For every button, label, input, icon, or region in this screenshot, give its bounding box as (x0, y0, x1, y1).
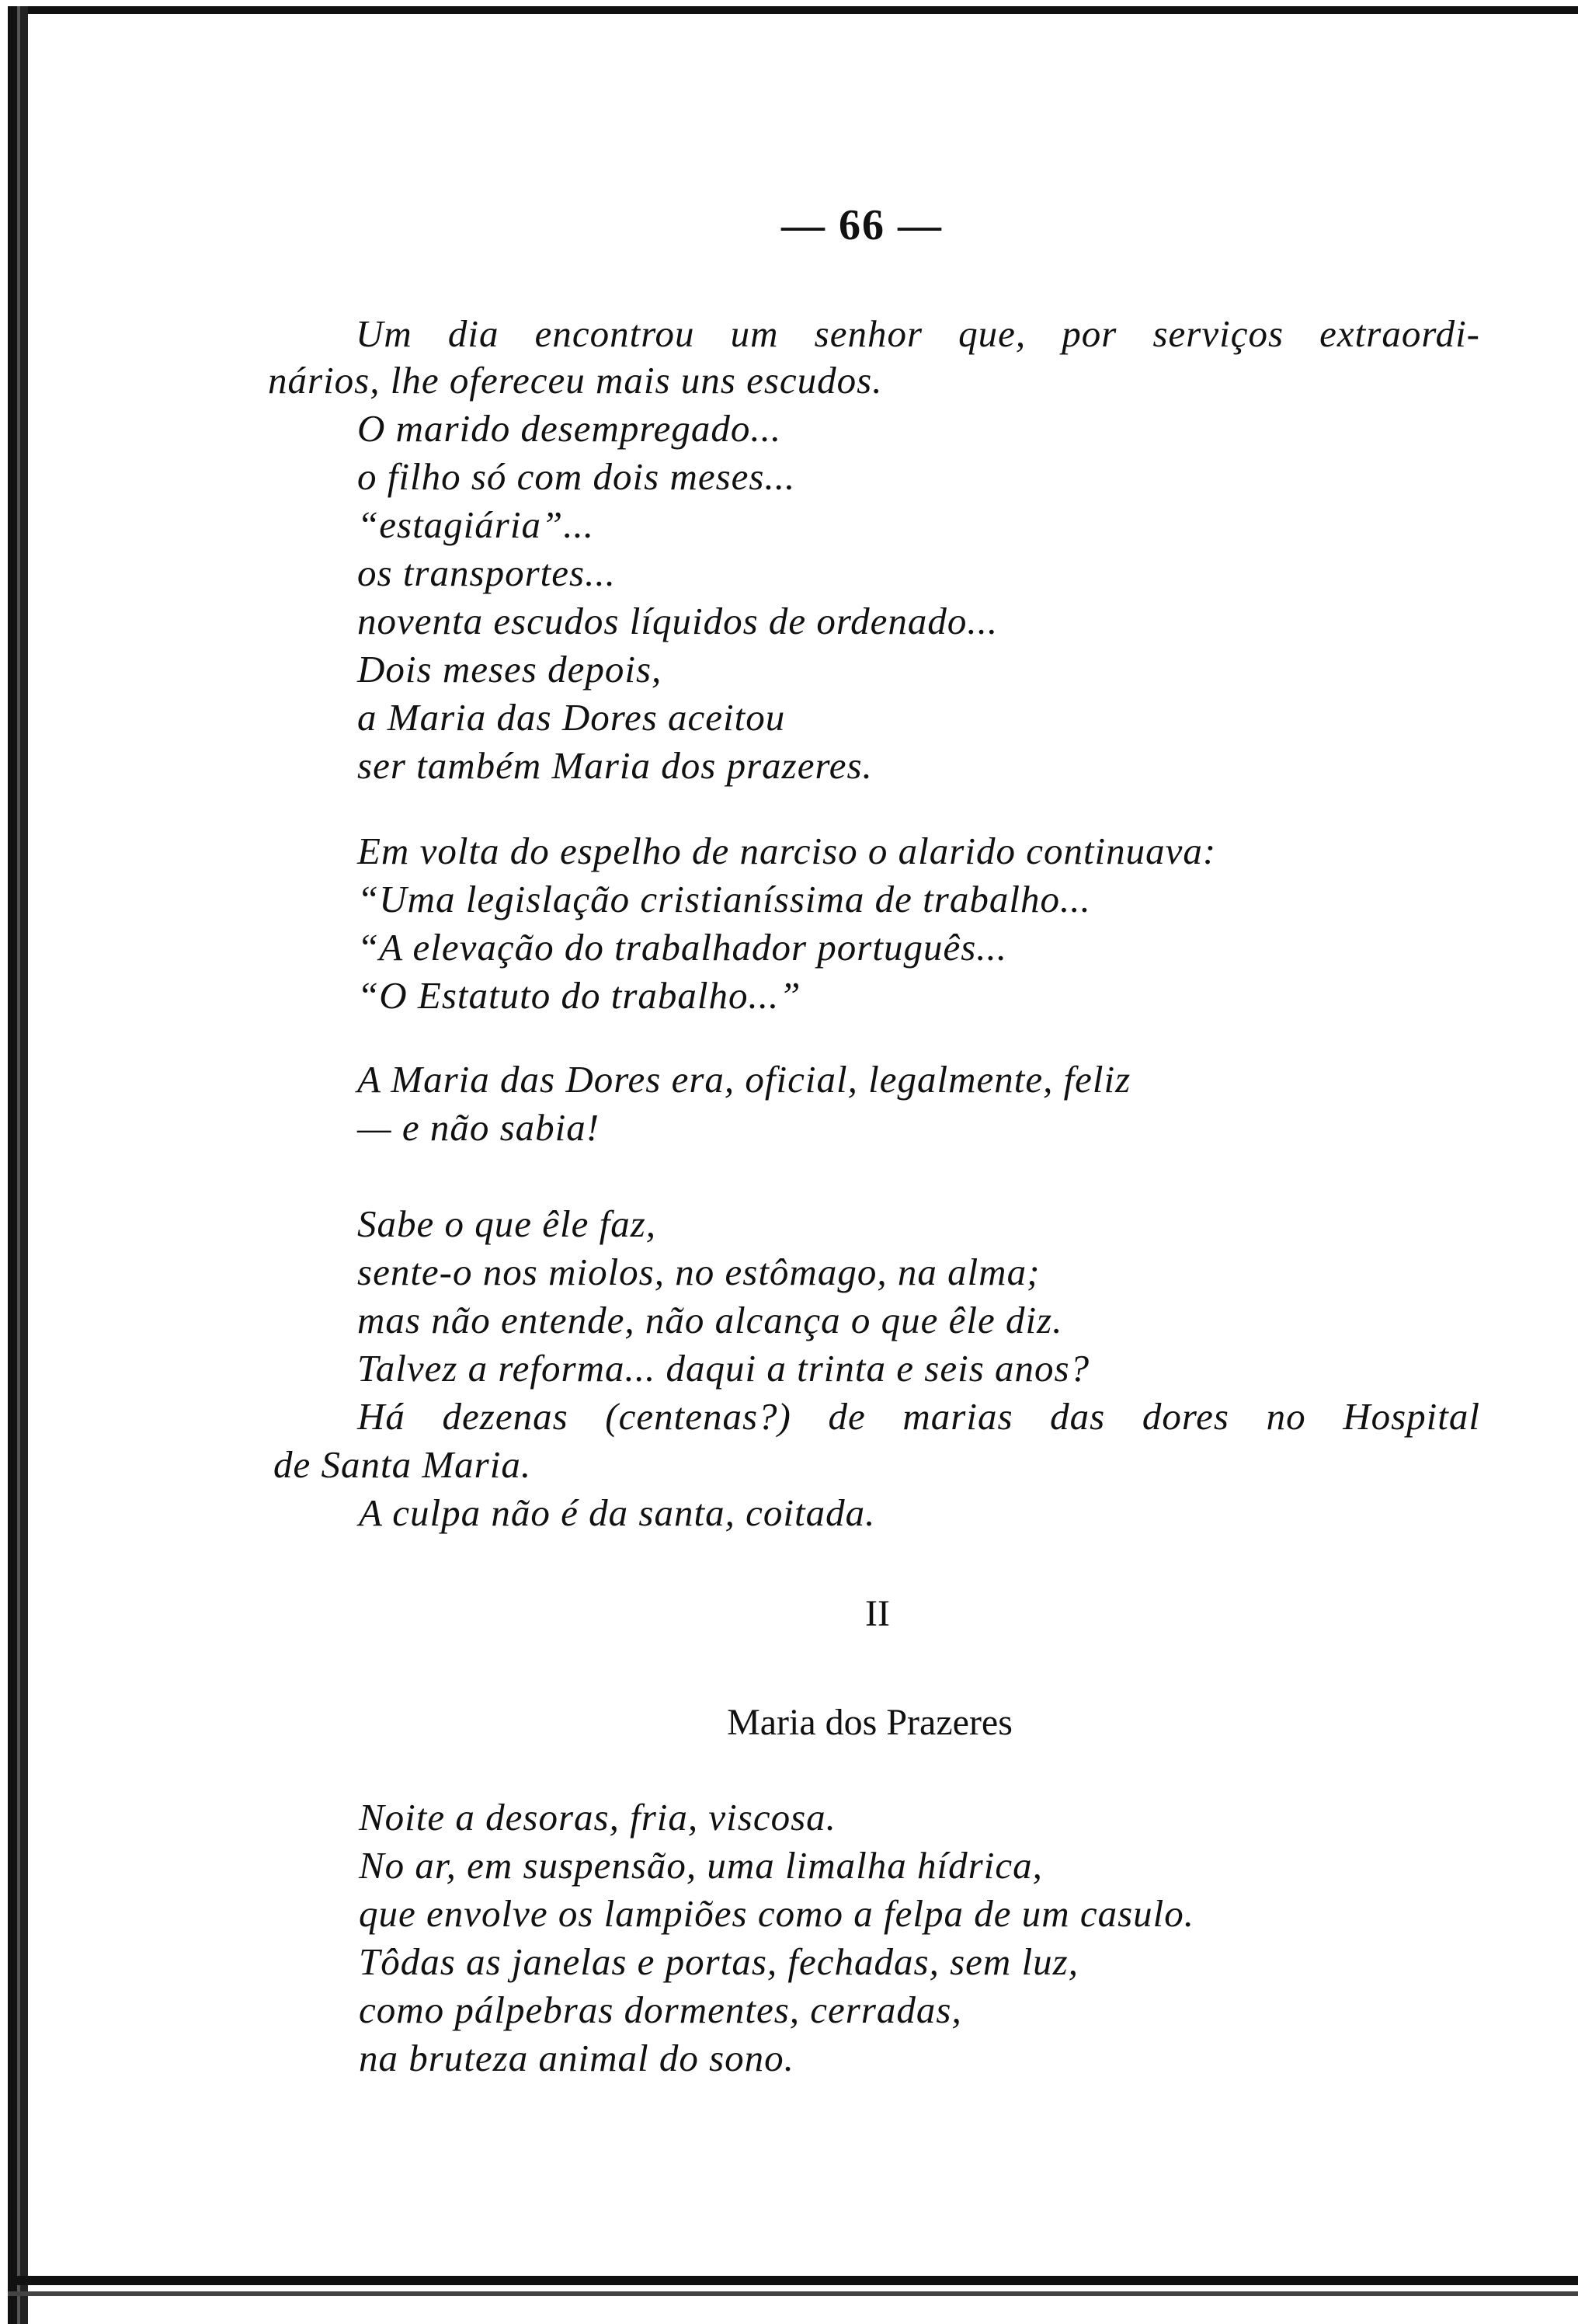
poem-line: sente-o nos miolos, no estômago, na alma; (357, 1251, 1041, 1293)
poem-line: Em volta do espelho de narciso o alarido continuava: (357, 830, 1217, 872)
page-number: — 66 — (781, 201, 943, 249)
poem-line: A culpa não é da santa, coitada. (359, 1491, 876, 1534)
poem-line: — e não sabia! (357, 1106, 600, 1149)
poem-line: Noite a desoras, fria, viscosa. (359, 1796, 836, 1839)
poem-line: “A elevação do trabalhador português... (357, 926, 1008, 969)
poem-line: O marido desempregado... (357, 407, 782, 450)
scan-border-top (8, 6, 1578, 14)
poem-line: No ar, em suspensão, uma limalha hídrica, (359, 1844, 1043, 1887)
poem-line: Um dia encontrou um senhor que, por serviços extraordi- (356, 312, 1480, 355)
poem-line: como pálpebras dormentes, cerradas, (359, 1988, 962, 2031)
poem-line: “O Estatuto do trabalho...” (357, 974, 801, 1017)
poem-line: Talvez a reforma... daqui a trinta e seis anos? (357, 1347, 1090, 1390)
poem-line: Tôdas as janelas e portas, fechadas, sem luz, (359, 1940, 1079, 1983)
poem-line: Há dezenas (centenas?) de marias das dores no Hospital (357, 1395, 1480, 1438)
poem-line: A Maria das Dores era, oficial, legalmente, feliz (357, 1058, 1131, 1101)
poem-line: nários, lhe ofereceu mais uns escudos. (268, 359, 883, 402)
poem-line: na bruteza animal do sono. (359, 2037, 794, 2079)
scan-border-bottom-inner (8, 2291, 1578, 2296)
poem-line: que envolve os lampiões como a felpa de um casulo. (359, 1892, 1195, 1935)
poem-line: de Santa Maria. (273, 1443, 532, 1486)
poem-line: os transportes... (357, 551, 616, 594)
scan-border-bottom (8, 2276, 1578, 2285)
section-title: Maria dos Prazeres (727, 1702, 1013, 1743)
poem-line: o filho só com dois meses... (357, 455, 796, 498)
poem-line: mas não entende, não alcança o que êle diz. (357, 1299, 1063, 1341)
poem-line: “Uma legislação cristianíssima de trabalho... (357, 878, 1091, 920)
section-number: II (865, 1593, 890, 1634)
scan-border-left (8, 6, 28, 2324)
poem-line: Dois meses depois, (357, 648, 662, 691)
poem-line: ser também Maria dos prazeres. (357, 744, 873, 787)
poem-line: “estagiária”... (357, 503, 594, 546)
poem-line: Sabe o que êle faz, (357, 1202, 657, 1245)
poem-line: a Maria das Dores aceitou (357, 696, 786, 739)
poem-line: noventa escudos líquidos de ordenado... (357, 600, 999, 642)
